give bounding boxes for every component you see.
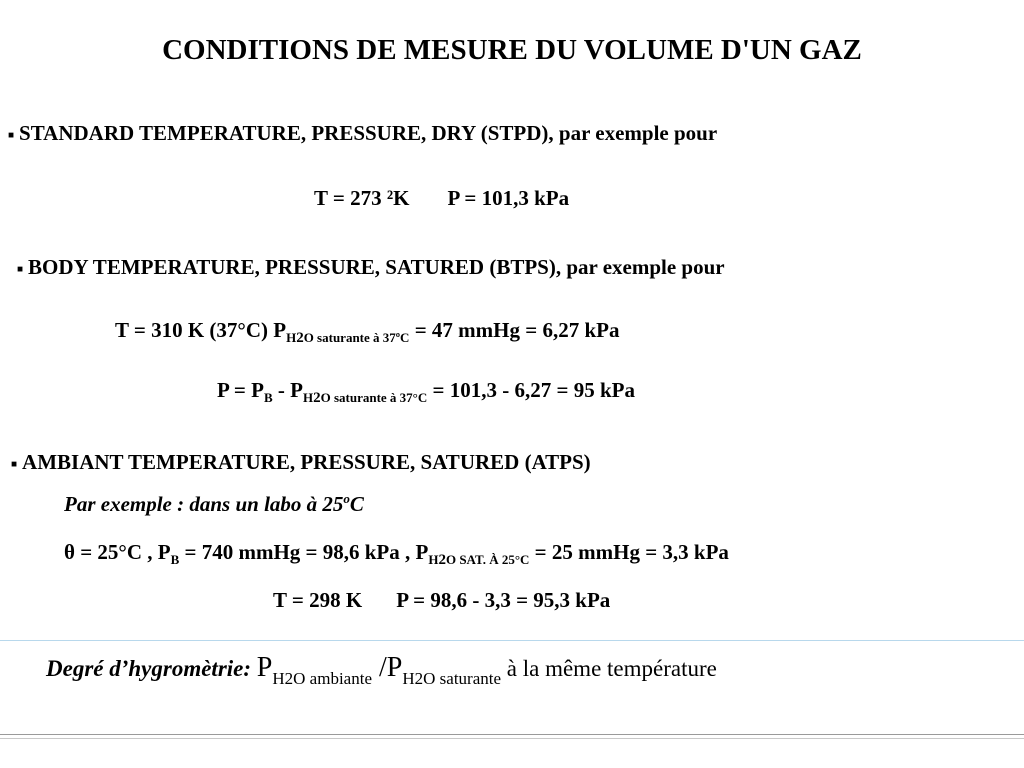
theta-symbol: θ	[64, 540, 75, 564]
atps-eq1-sub-b: B	[170, 552, 180, 567]
atps-eq1-subscript	[428, 552, 529, 567]
bullet-icon: ■	[11, 458, 18, 470]
atps-temp: T = 298 K	[273, 588, 363, 612]
btps-eq2-suffix: = 101,3 - 6,27 = 95 kPa	[427, 378, 635, 402]
btps-eq2-sub-rest: O saturante à 37°C	[320, 390, 428, 405]
hygro-p2-subscript	[402, 669, 501, 688]
hygrometry-label: Degré d’hygromètrie:	[46, 656, 252, 681]
hygro-p2-sub-h: H	[402, 669, 415, 688]
btps-eq1-sub-rest: O saturante à 37ºC	[303, 330, 410, 345]
atps-example-prefix: Par exemple : dans un labo à 25	[64, 492, 344, 516]
atps-example-suffix: C	[349, 492, 364, 516]
atps-example-degree: o	[343, 491, 350, 506]
hygro-p1-subscript	[272, 669, 372, 688]
stpd-pressure: P = 101,3 kPa	[447, 186, 570, 210]
btps-eq2-sub-h: H	[302, 390, 314, 405]
stpd-heading: STANDARD TEMPERATURE, PRESSURE, DRY (STPD), par exemple pour	[19, 121, 718, 145]
hygro-p2-sub-rest: O saturante	[423, 669, 502, 688]
btps-eq1-sub-h: H	[286, 330, 297, 345]
hygrometry-line	[46, 652, 717, 689]
atps-eq1-c: = 25 mmHg = 3,3 kPa	[529, 540, 729, 564]
btps-equation-2	[217, 378, 635, 407]
atps-heading-line	[11, 450, 591, 475]
divider-top	[0, 640, 1024, 641]
hygro-p2-sub-2: 2	[414, 669, 424, 688]
btps-eq2-sub-b: B	[263, 390, 273, 405]
divider-bottom-shadow	[0, 738, 1024, 739]
atps-equation-1	[64, 540, 729, 569]
atps-eq1-sub-rest: O SAT. À 25°C	[445, 552, 530, 567]
atps-eq1-b: = 740 mmHg = 98,6 kPa , P	[179, 540, 429, 564]
hygro-p1: P	[256, 652, 273, 683]
btps-heading-line	[17, 255, 725, 280]
bullet-icon: ■	[17, 263, 24, 275]
btps-eq2-prefix: P = P	[217, 378, 264, 402]
btps-eq1-suffix: = 47 mmHg = 6,27 kPa	[409, 318, 620, 342]
btps-equation-1	[115, 318, 619, 347]
btps-eq1-prefix: T = 310 K (37°C) P	[115, 318, 287, 342]
hygro-p1-sub-rest: O ambiante	[293, 669, 372, 688]
divider-bottom	[0, 734, 1024, 735]
btps-eq2-subscript	[303, 390, 427, 405]
page-title: CONDITIONS DE MESURE DU VOLUME D'UN GAZ	[162, 34, 862, 66]
btps-eq2-sub-2: 2	[313, 390, 321, 406]
btps-eq2-mid: - P	[272, 378, 303, 402]
stpd-equation	[314, 186, 569, 211]
atps-heading: AMBIANT TEMPERATURE, PRESSURE, SATURED (ATPS)	[22, 450, 591, 474]
btps-eq1-subscript	[286, 330, 409, 345]
atps-pressure: P = 98,6 - 3,3 = 95,3 kPa	[396, 588, 611, 612]
hygro-suffix: à la même température	[501, 656, 717, 681]
hygro-p1-sub-h: H	[272, 669, 285, 688]
bullet-icon: ■	[8, 129, 15, 141]
stpd-temp: T = 273 ²K	[314, 186, 410, 210]
atps-example	[64, 491, 364, 517]
atps-eq1-a: = 25°C , P	[74, 540, 171, 564]
atps-equation-2	[273, 588, 610, 613]
btps-heading: BODY TEMPERATURE, PRESSURE, SATURED (BTPS), par exemple pour	[28, 255, 725, 279]
btps-eq1-sub-2: 2	[296, 330, 304, 346]
atps-eq1-sub-2: 2	[438, 552, 446, 568]
hygro-p1-sub-2: 2	[284, 669, 294, 688]
atps-eq1-sub-h: H	[428, 552, 439, 567]
stpd-heading-line	[8, 121, 717, 146]
hygro-slash: /P	[372, 652, 403, 683]
